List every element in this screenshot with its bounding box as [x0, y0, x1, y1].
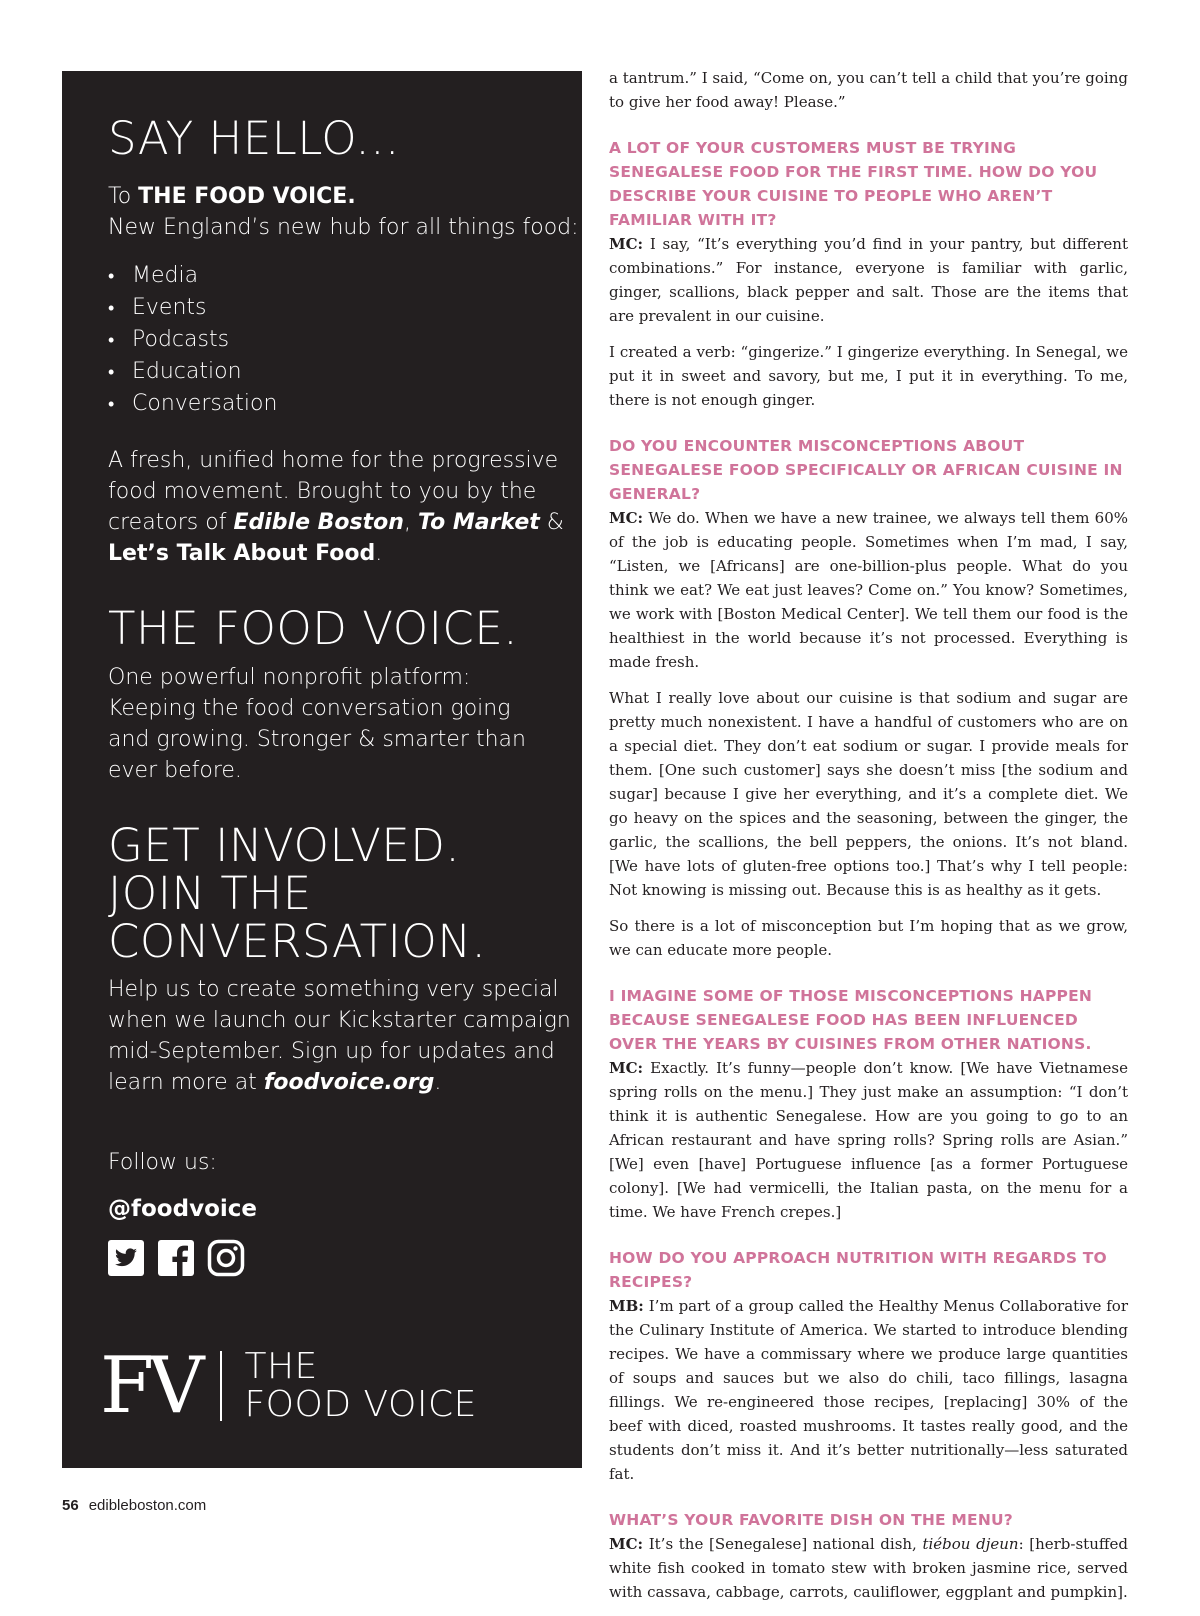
hub-line: New England’s new hub for all things food:	[108, 215, 579, 240]
speaker-label: MC:	[609, 1059, 644, 1077]
question-heading: DO YOU ENCOUNTER MISCONCEPTIONS ABOUT SENEGALESE FOOD SPECIFICALLY OR AFRICAN CUISINE IN GENERAL?	[609, 437, 1123, 503]
follow-label: Follow us:	[108, 1150, 217, 1175]
facebook-icon[interactable]	[158, 1240, 194, 1276]
answer-paragraph: So there is a lot of misconception but I’m hoping that as we grow, we can educate more people.	[609, 917, 1128, 959]
fresh-home-paragraph: A fresh, unified home for the progressive food movement. Brought to you by the creators of Edible Boston, To Market & Let’s Talk About Food.	[108, 448, 564, 566]
logo-divider	[220, 1351, 222, 1421]
list-item: • Media	[108, 263, 199, 288]
to-brand-line: To THE FOOD VOICE. New England’s new hub for all things food:	[108, 181, 579, 243]
social-handle[interactable]: @foodvoice	[108, 1196, 257, 1222]
answer-paragraph: MC: It’s the [Senegalese] national dish, tiébou djeun: [herb-stuffed white fish cooked in tomato stew with broken jasmine rice, served with cassava, cabbage, carrots, cauliflower, eggplant and pumpkin].	[609, 1535, 1129, 1601]
question-heading: I IMAGINE SOME OF THOSE MISCONCEPTIONS HAPPEN BECAUSE SENEGALESE FOOD HAS BEEN INFLUENCED OVER THE YEARS BY CUISINES FROM OTHER NATIONS.	[609, 987, 1093, 1053]
say-hello-heading: SAY HELLO...	[108, 112, 400, 165]
site-url[interactable]: edibleboston.com	[88, 1497, 207, 1514]
food-voice-heading: THE FOOD VOICE.	[108, 602, 519, 655]
platform-paragraph: One powerful nonprofit platform: Keeping the food conversation going and growing. Stronger & smarter than ever before.	[108, 665, 526, 783]
answer-paragraph: MC: Exactly. It’s funny—people don’t know. [We have Vietnamese spring rolls on the menu.] They just make an assumption: “I don’t think it is authentic Senegalese. How are you going to go to an African restaurant and have spring rolls? Spring rolls are Asian.” [We] even [have] Portuguese influence [as a former Portuguese colony]. [We had vermicelli, the Italian pasta, on the menu for a time. We have French crepes.]	[609, 1059, 1128, 1221]
website-link[interactable]: foodvoice.org	[263, 1070, 435, 1095]
answer-paragraph: MC: We do. When we have a new trainee, we always tell them 60% of the job is educating people. Sometimes when I’m mad, I say, “Listen, we [Africans] are one-billion-plus people. What do you think we eat? We eat just leaves? Come on.” You know? Sometimes, we work with [Boston Medical Center]. We tell them our food is the healthiest in the world because it’s not processed. Everything is made fresh.	[609, 509, 1128, 671]
instagram-icon[interactable]	[208, 1240, 244, 1276]
interview-article	[609, 66, 1128, 1616]
answer-paragraph: MC: I say, “It’s everything you’d find in your pantry, but different combinations.” For instance, everyone is familiar with garlic, ginger, scallions, black pepper and salt. Those are the items that are prevalent in our cuisine.	[609, 235, 1128, 325]
speaker-label: MC:	[609, 509, 644, 527]
speaker-label: MB:	[609, 1297, 644, 1315]
logo-name: THE FOOD VOICE	[244, 1346, 477, 1425]
get-involved-heading: GET INVOLVED. JOIN THE CONVERSATION.	[108, 819, 487, 968]
twitter-icon[interactable]	[108, 1240, 144, 1276]
intro-paragraph: a tantrum.” I said, “Come on, you can’t tell a child that you’re going to give her food away! Please.”	[609, 69, 1128, 111]
social-icons	[108, 1240, 244, 1276]
answer-paragraph: What I really love about our cuisine is that sodium and sugar are pretty much nonexistent. I have a handful of customers who are on a special diet. They don’t eat sodium or sugar. I provide meals for them. [One such customer] says she doesn’t miss [the sodium and sugar] because I give her everything, and it’s a complete diet. We go heavy on the spices and the seasoning, between the ginger, the garlic, the scallions, the bell peppers, the onions. It’s not bland. [We have lots of gluten-free options too.] That’s why I tell people: Not knowing is missing out. Because this is as healthy as it gets.	[609, 689, 1128, 899]
question-heading: WHAT’S YOUR FAVORITE DISH ON THE MENU?	[609, 1511, 1013, 1529]
question-heading: A LOT OF YOUR CUSTOMERS MUST BE TRYING SENEGALESE FOOD FOR THE FIRST TIME. HOW DO YOU DESCRIBE YOUR CUISINE TO PEOPLE WHO AREN’T FAMILIAR WITH IT?	[609, 139, 1098, 229]
offerings-list	[108, 260, 277, 420]
page-footer	[62, 1497, 206, 1514]
list-item: • Conversation	[108, 391, 278, 416]
brand-name: THE FOOD VOICE.	[138, 184, 356, 209]
speaker-label: MC:	[609, 235, 644, 253]
question-heading: HOW DO YOU APPROACH NUTRITION WITH REGARDS TO RECIPES?	[609, 1249, 1107, 1291]
to-market-title: To Market	[417, 510, 540, 535]
lets-talk-title: Let’s Talk About Food	[108, 541, 376, 566]
answer-paragraph: MB: I’m part of a group called the Healthy Menus Collaborative for the Culinary Institute of America. We started to introduce blending recipes. We have a commissary where we produce large quantities of soups and sauces but we also do chili, taco fillings, lasagna fillings. We re-engineered those recipes, [replacing] 30% of the beef with diced, roasted mushrooms. It tastes really good, and the students don’t miss it. And it’s better nutritionally—less saturated fat.	[609, 1297, 1128, 1483]
list-item: • Education	[108, 359, 242, 384]
logo-mark: FV	[100, 1341, 199, 1431]
dish-name: tiébou djeun	[922, 1535, 1019, 1553]
help-paragraph: Help us to create something very special when we launch our Kickstarter campaign mid-September. Sign up for updates and learn more at foodvoice.org.	[108, 977, 571, 1095]
answer-paragraph: I created a verb: “gingerize.” I gingerize everything. In Senegal, we put it in sweet and savory, but me, I put it in everything. To me, there is not enough ginger.	[609, 343, 1128, 409]
edible-boston-title: Edible Boston	[233, 510, 404, 535]
page-number: 56	[62, 1497, 79, 1514]
food-voice-logo	[100, 1341, 477, 1431]
speaker-label: MC:	[609, 1535, 644, 1553]
list-item: • Events	[108, 295, 207, 320]
food-voice-ad	[62, 71, 582, 1468]
list-item: • Podcasts	[108, 327, 230, 352]
